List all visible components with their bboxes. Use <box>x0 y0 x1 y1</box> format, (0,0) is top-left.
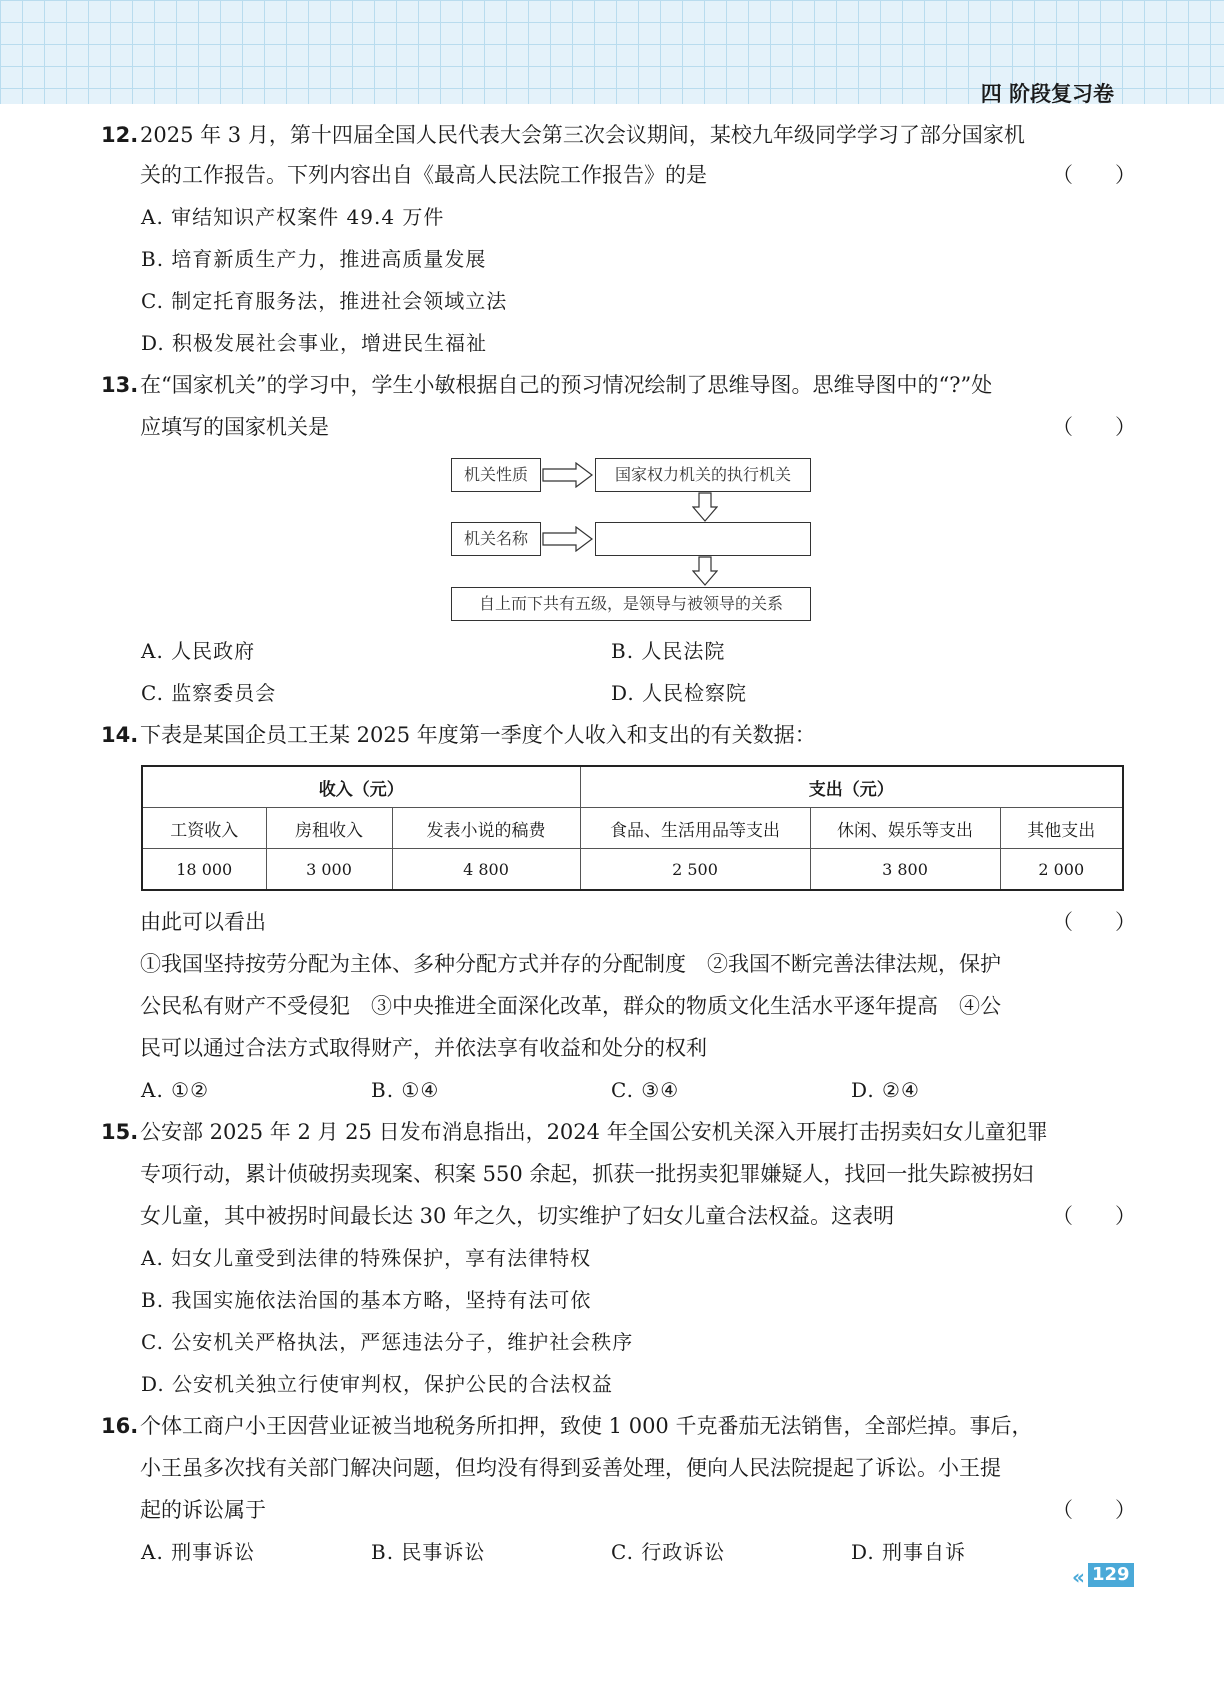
table-group-header-row <box>142 766 1123 808</box>
statement-line: ①我国坚持按劳分配为主体、多种分配方式并存的分配制度 ②我国不断完善法律法规，保护 <box>140 952 1001 976</box>
option-c: C. 制定托育服务法，推进社会领域立法 <box>141 289 508 313</box>
option-a: A. 人民政府 <box>141 639 256 663</box>
question-text-line: 2025 年 3 月，第十四届全国人民代表大会第三次会议期间，某校九年级同学学习了部分国家机 <box>140 123 1025 147</box>
table-cell: 2 500 <box>580 849 810 891</box>
question-number: 15. <box>101 1120 139 1144</box>
option-a: A. 审结知识产权案件 49.4 万件 <box>141 205 445 229</box>
question-text-line: 公安部 2025 年 2 月 25 日发布消息指出，2024 年全国公安机关深入开展打击拐卖妇女儿童犯罪 <box>140 1120 1048 1144</box>
option-d: D. 人民检察院 <box>611 681 748 705</box>
question-text-line: 起的诉讼属于 <box>140 1498 266 1522</box>
column-header: 食品、生活用品等支出 <box>580 808 810 849</box>
option-b: B. ①④ <box>371 1078 440 1102</box>
mindmap-nature-value: 国家权力机关的执行机关 <box>595 458 811 492</box>
answer-bracket: （ ） <box>1052 163 1136 187</box>
right-arrow-icon <box>542 526 594 552</box>
down-arrow-icon <box>692 492 718 522</box>
option-a: A. 妇女儿童受到法律的特殊保护，享有法律特权 <box>141 1246 592 1270</box>
option-a: A. 刑事诉讼 <box>141 1540 256 1564</box>
option-b: B. 我国实施依法治国的基本方略，坚持有法可依 <box>141 1288 592 1312</box>
mindmap-levels: 自上而下共有五级，是领导与被领导的关系 <box>451 587 811 621</box>
answer-bracket: （ ） <box>1052 910 1136 934</box>
option-d: D. ②④ <box>851 1078 920 1102</box>
down-arrow-icon <box>692 556 718 586</box>
question-text-line: 女儿童，其中被拐时间最长达 30 年之久，切实维护了妇女儿童合法权益。这表明 <box>140 1204 895 1228</box>
statement-line: 公民私有财产不受侵犯 ③中央推进全面深化改革，群众的物质文化生活水平逐年提高 ④公 <box>140 994 1001 1018</box>
question-lead: 由此可以看出 <box>140 910 266 934</box>
question-text-line: 应填写的国家机关是 <box>140 415 329 439</box>
table-cell: 2 000 <box>1000 849 1123 891</box>
income-expense-table <box>141 765 1124 891</box>
question-text-line: 专项行动，累计侦破拐卖现案、积案 550 余起，抓获一批拐卖犯罪嫌疑人，找回一批失踪被拐妇 <box>140 1162 1034 1186</box>
option-c: C. ③④ <box>611 1078 680 1102</box>
column-header: 休闲、娱乐等支出 <box>810 808 1000 849</box>
table-row <box>142 849 1123 891</box>
mindmap-name-blank <box>595 522 811 556</box>
question-number: 14. <box>101 723 139 747</box>
income-header: 收入（元） <box>142 766 580 808</box>
table-cell: 18 000 <box>142 849 266 891</box>
mindmap-name-label: 机关名称 <box>451 522 541 556</box>
question-number: 16. <box>101 1414 139 1438</box>
table-cell: 3 800 <box>810 849 1000 891</box>
column-header: 发表小说的稿费 <box>392 808 580 849</box>
question-text-line: 在“国家机关”的学习中，学生小敏根据自己的预习情况绘制了思维导图。思维导图中的“?”处 <box>140 373 993 397</box>
page-number: 129 <box>1088 1563 1134 1587</box>
table-cell: 4 800 <box>392 849 580 891</box>
option-c: C. 监察委员会 <box>141 681 277 705</box>
option-b: B. 培育新质生产力，推进高质量发展 <box>141 247 487 271</box>
option-b: B. 人民法院 <box>611 639 726 663</box>
question-text-line: 关的工作报告。下列内容出自《最高人民法院工作报告》的是 <box>140 163 707 187</box>
table-column-header-row <box>142 808 1123 849</box>
option-b: B. 民事诉讼 <box>371 1540 486 1564</box>
answer-bracket: （ ） <box>1052 1204 1136 1228</box>
question-text-line: 个体工商户小王因营业证被当地税务所扣押，致使 1 000 千克番茄无法销售，全部烂掉。事后， <box>140 1414 1033 1438</box>
mindmap-nature-label: 机关性质 <box>451 458 541 492</box>
column-header: 其他支出 <box>1000 808 1123 849</box>
option-c: C. 公安机关严格执法，严惩违法分子，维护社会秩序 <box>141 1330 634 1354</box>
option-a: A. ①② <box>141 1078 210 1102</box>
question-text-line: 下表是某国企员工王某 2025 年度第一季度个人收入和支出的有关数据： <box>140 723 816 747</box>
option-c: C. 行政诉讼 <box>611 1540 726 1564</box>
section-label: 四 阶段复习卷 <box>980 82 1114 106</box>
chevron-left-icon: « <box>1072 1565 1079 1589</box>
option-d: D. 积极发展社会事业，增进民生福祉 <box>141 331 488 355</box>
question-text-line: 小王虽多次找有关部门解决问题，但均没有得到妥善处理，便向人民法院提起了诉讼。小王提 <box>140 1456 1001 1480</box>
expense-header: 支出（元） <box>580 766 1123 808</box>
option-d: D. 刑事自诉 <box>851 1540 967 1564</box>
option-d: D. 公安机关独立行使审判权，保护公民的合法权益 <box>141 1372 614 1396</box>
right-arrow-icon <box>542 462 594 488</box>
column-header: 工资收入 <box>142 808 266 849</box>
answer-bracket: （ ） <box>1052 1498 1136 1522</box>
column-header: 房租收入 <box>266 808 392 849</box>
table-cell: 3 000 <box>266 849 392 891</box>
page-number-badge <box>1072 1563 1130 1589</box>
statement-line: 民可以通过合法方式取得财产，并依法享有收益和处分的权利 <box>140 1036 707 1060</box>
question-number: 12. <box>101 123 139 147</box>
question-number: 13. <box>101 373 139 397</box>
answer-bracket: （ ） <box>1052 415 1136 439</box>
